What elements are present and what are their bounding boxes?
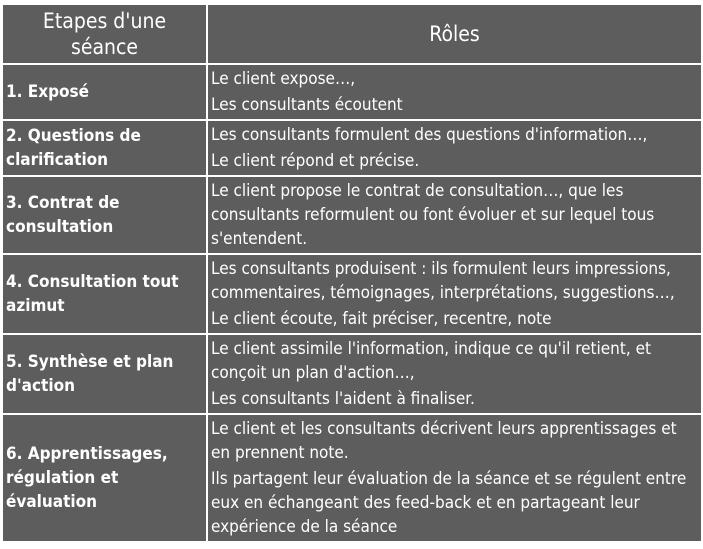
role-text: Le client expose…, <box>211 69 356 89</box>
table-row <box>2 120 702 176</box>
table-row <box>2 176 702 254</box>
table-row <box>2 414 702 542</box>
table-row <box>2 334 702 414</box>
step-cell: 4. Consultation tout azimut <box>2 254 207 334</box>
step-cell: 5. Synthèse et plan d'action <box>2 334 207 414</box>
role-text: Le client répond et précise. <box>211 151 420 171</box>
role-text: Le client écoute, fait préciser, recentre, note <box>211 309 552 329</box>
table-row <box>2 64 702 120</box>
roles-cell <box>207 334 702 414</box>
session-table-wrapper <box>1 3 703 543</box>
role-text: Le client et les consultants décrivent leurs apprentissages et en prennent note. <box>211 419 677 463</box>
roles-cell <box>207 254 702 334</box>
step-cell: 6. Apprentissages, régulation et évaluation <box>2 414 207 542</box>
roles-cell <box>207 64 702 120</box>
step-cell: 1. Exposé <box>2 64 207 120</box>
role-text: Les consultants produisent : ils formulent leurs impressions, commentaires, témoignages, interprétations, suggestions…, <box>211 259 675 303</box>
roles-cell <box>207 414 702 542</box>
role-text: Les consultants écoutent <box>211 95 403 115</box>
header-roles: Rôles <box>207 4 702 64</box>
roles-cell <box>207 120 702 176</box>
roles-cell <box>207 176 702 254</box>
step-cell: 2. Questions de clarification <box>2 120 207 176</box>
table-row <box>2 254 702 334</box>
role-text: Les consultants l'aident à finaliser. <box>211 389 475 409</box>
role-text: Les consultants formulent des questions d'information…, <box>211 125 648 145</box>
header-steps <box>2 4 207 64</box>
step-cell: 3. Contrat de consultation <box>2 176 207 254</box>
table-header-row <box>2 4 702 64</box>
header-steps-line1: Etapes d'une <box>42 9 167 33</box>
role-text: Le client propose le contrat de consultation…, que les consultants reformulent ou font évoluer et sur lequel tous s'entendent. <box>211 181 655 249</box>
role-text: Ils partagent leur évaluation de la séance et se régulent entre eux en échangeant des feed-back et en partageant leur expérience de la séance <box>211 469 687 537</box>
header-steps-line2: séance <box>70 35 139 59</box>
session-steps-table <box>1 3 703 543</box>
role-text: Le client assimile l'information, indique ce qu'il retient, et conçoit un plan d'action…, <box>211 339 651 383</box>
